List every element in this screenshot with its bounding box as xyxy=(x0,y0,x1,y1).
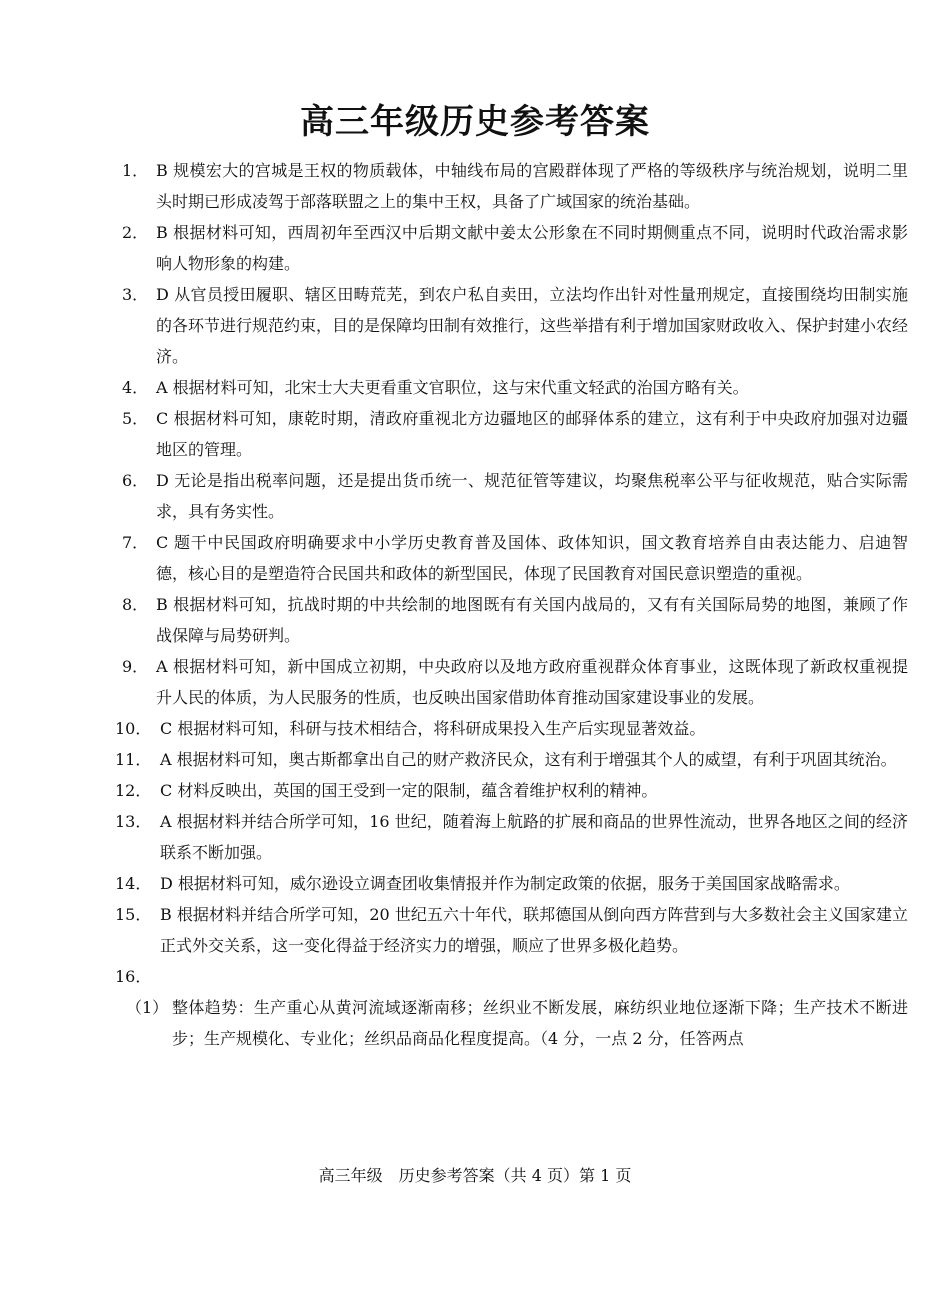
answer-number: 6． xyxy=(122,471,149,490)
answer-item-3 xyxy=(0,279,950,372)
answer-text: C 题干中民国政府明确要求中小学历史教育普及国体、政体知识，国文教育培养自由表达能力、启迪智德，核心目的是塑造符合民国共和政体的新型国民，体现了民国教育对国民意识塑造的重视。 xyxy=(156,533,908,583)
answer-item-13 xyxy=(0,806,950,868)
answer-text: A 根据材料可知，奥古斯都拿出自己的财产救济民众，这有利于增强其个人的威望，有利于巩固其统治。 xyxy=(160,750,897,769)
answer-item-5 xyxy=(0,403,950,465)
answer-item-14 xyxy=(0,868,950,899)
answer-number: 7． xyxy=(122,533,149,552)
answer-number: 12． xyxy=(115,781,152,800)
answer-text: A 根据材料可知，新中国成立初期，中央政府以及地方政府重视群众体育事业，这既体现了新政权重视提升人民的体质，为人民服务的性质，也反映出国家借助体育推动国家建设事业的发展。 xyxy=(156,657,908,707)
answer-number: 3． xyxy=(122,285,149,304)
answer-text: A 根据材料并结合所学可知，16 世纪，随着海上航路的扩展和商品的世界性流动，世界各地区之间的经济联系不断加强。 xyxy=(160,812,908,862)
answer-number: 8． xyxy=(122,595,149,614)
answer-item-8 xyxy=(0,589,950,651)
answer-text: B 根据材料可知，抗战时期的中共绘制的地图既有有关国内战局的，又有有关国际局势的地图，兼顾了作战保障与局势研判。 xyxy=(156,595,908,645)
answer-text: B 根据材料并结合所学可知，20 世纪五六十年代，联邦德国从倒向西方阵营到与大多数社会主义国家建立正式外交关系，这一变化得益于经济实力的增强，顺应了世界多极化趋势。 xyxy=(160,905,908,955)
sub-answer-text: 整体趋势：生产重心从黄河流域逐渐南移；丝织业不断发展，麻纺织业地位逐渐下降；生产技术不断进步；生产规模化、专业化；丝织品商品化程度提高。（4 分，一点 2 分，任答两点 xyxy=(172,998,908,1048)
answer-number: 11． xyxy=(115,750,152,769)
answer-item-9 xyxy=(0,651,950,713)
answer-number: 4． xyxy=(122,378,149,397)
answer-number: 5． xyxy=(122,409,149,428)
answer-item-15 xyxy=(0,899,950,961)
sub-answer-number: （1） xyxy=(126,998,169,1017)
answer-item-16 xyxy=(0,961,950,992)
answer-item-7 xyxy=(0,527,950,589)
sub-answer-1 xyxy=(0,992,950,1054)
answer-item-10 xyxy=(0,713,950,744)
answer-number: 16． xyxy=(115,967,152,986)
answer-item-4 xyxy=(0,372,950,403)
answer-number: 10． xyxy=(115,719,152,738)
answer-text: D 根据材料可知，威尔逊设立调查团收集情报并作为制定政策的依据，服务于美国国家战略需求。 xyxy=(160,874,850,893)
answer-number: 1． xyxy=(122,161,149,180)
answer-text: B 根据材料可知，西周初年至西汉中后期文献中姜太公形象在不同时期侧重点不同，说明时代政治需求影响人物形象的构建。 xyxy=(156,223,908,273)
answer-number: 13． xyxy=(115,812,152,831)
answer-item-12 xyxy=(0,775,950,806)
page-title: 高三年级历史参考答案 xyxy=(300,102,650,142)
answer-item-11 xyxy=(0,744,950,775)
answer-text: D 从官员授田履职、辖区田畴荒芜，到农户私自卖田，立法均作出针对性量刑规定，直接围绕均田制实施的各环节进行规范约束，目的是保障均田制有效推行，这些举措有利于增加国家财政收入、保护封建小农经济。 xyxy=(156,285,909,366)
answer-item-1 xyxy=(0,155,950,217)
answer-number: 14． xyxy=(115,874,152,893)
page-footer: 高三年级 历史参考答案（共 4 页）第 1 页 xyxy=(318,1166,632,1185)
answer-number: 15． xyxy=(115,905,152,924)
answer-text: B 规模宏大的宫城是王权的物质载体，中轴线布局的宫殿群体现了严格的等级秩序与统治规划，说明二里头时期已形成凌驾于部落联盟之上的集中王权，具备了广域国家的统治基础。 xyxy=(156,161,908,211)
answer-item-2 xyxy=(0,217,950,279)
answer-list xyxy=(0,155,950,1054)
answer-text: D 无论是指出税率问题，还是提出货币统一、规范征管等建议，均聚焦税率公平与征收规范，贴合实际需求，具有务实性。 xyxy=(156,471,908,521)
answer-number: 9． xyxy=(122,657,149,676)
answer-text: C 根据材料可知，科研与技术相结合，将科研成果投入生产后实现显著效益。 xyxy=(160,719,706,738)
answer-text: C 根据材料可知，康乾时期，清政府重视北方边疆地区的邮驿体系的建立，这有利于中央政府加强对边疆地区的管理。 xyxy=(156,409,908,459)
answer-text: C 材料反映出，英国的国王受到一定的限制，蕴含着维护权利的精神。 xyxy=(160,781,658,800)
answer-text: A 根据材料可知，北宋士大夫更看重文官职位，这与宋代重文轻武的治国方略有关。 xyxy=(156,378,749,397)
answer-number: 2． xyxy=(122,223,149,242)
answer-item-6 xyxy=(0,465,950,527)
